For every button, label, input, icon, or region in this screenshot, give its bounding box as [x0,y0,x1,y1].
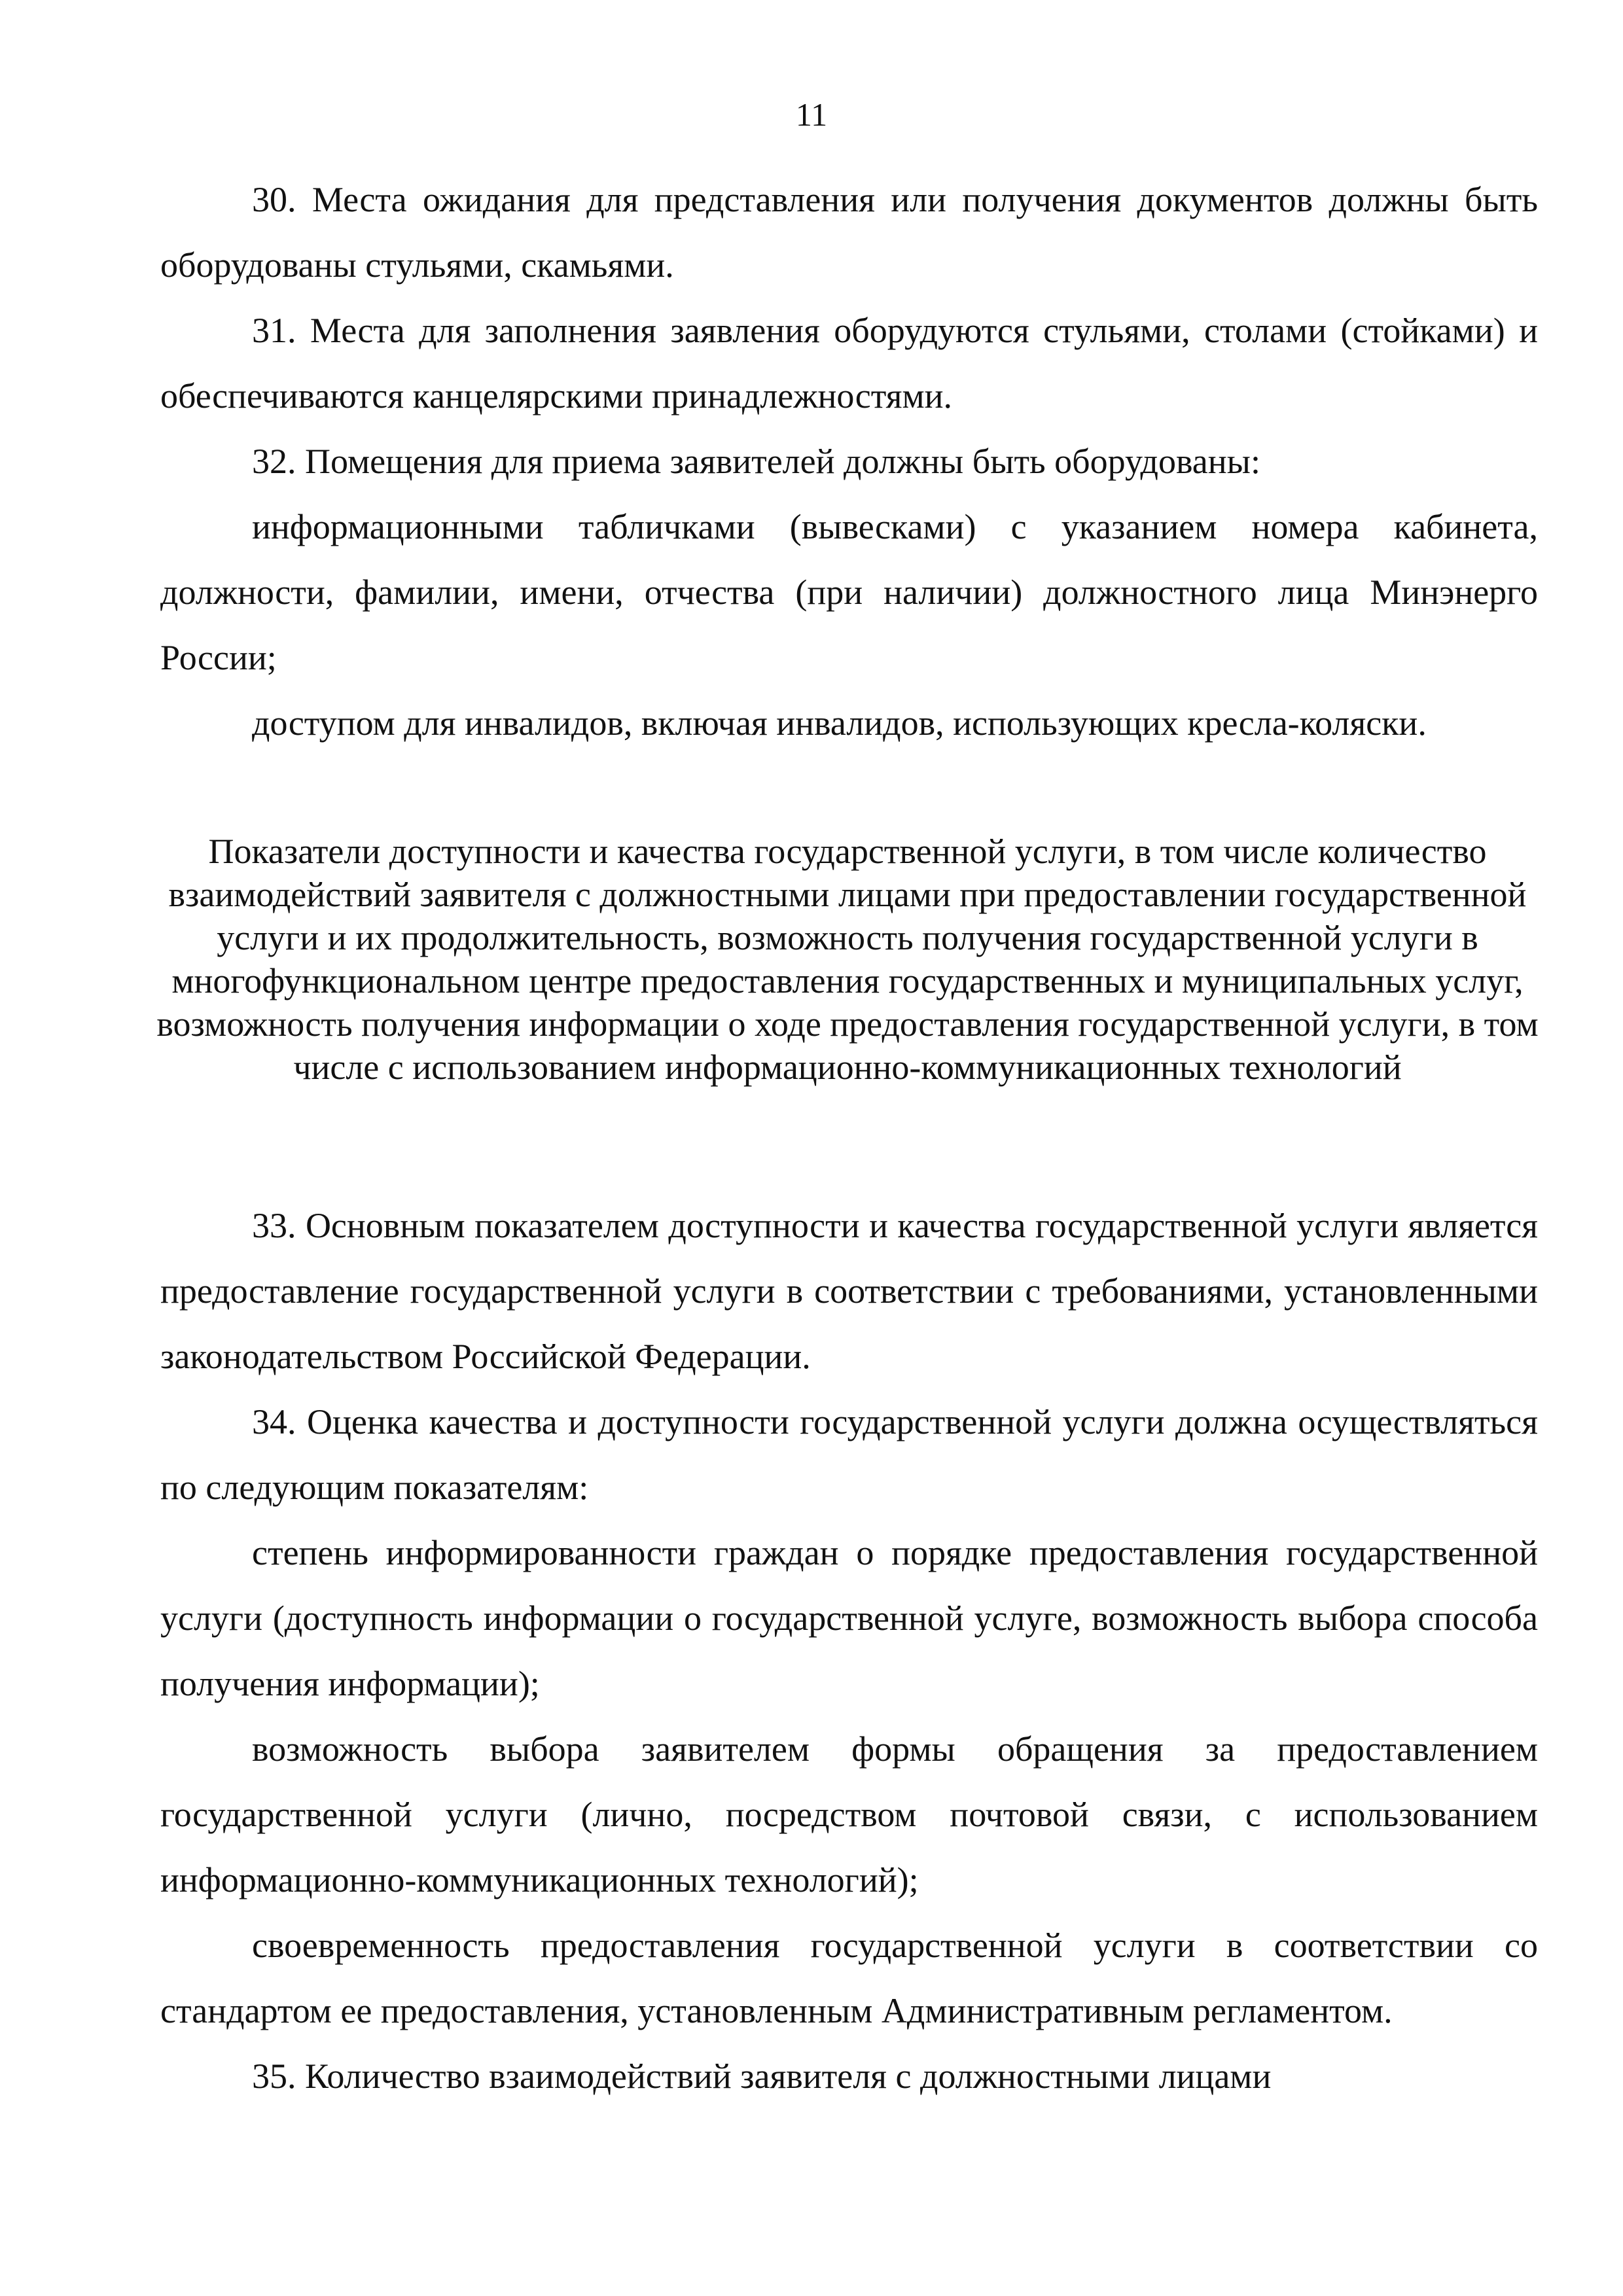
paragraph-block-bottom [160,1193,1538,2109]
paragraph-34-item-choice: возможность выбора заявителем формы обращения за предоставлением государственной услуги (лично, посредством почтовой связи, с использованием информационно-коммуникационных технологий); [160,1729,1538,1899]
paragraph-32: 32. Помещения для приема заявителей должны быть оборудованы: [252,442,1260,481]
paragraph-block-top [160,167,1538,756]
paragraph-30: 30. Места ожидания для представления или получения документов должны быть оборудованы стульями, скамьями. [160,180,1538,285]
section-heading: Показатели доступности и качества государственной услуги, в том числе количество взаимодействий заявителя с должностными лицами при предоставлении государственной услуги и их продолжительность, возможность получения государственной услуги в многофункциональном центре предоставления государственных и муниципальных услуг, возможность получения информации о ходе предоставления государственной услуги, в том числе с использованием информационно-коммуникационных технологий [156,832,1539,1087]
paragraph-31: 31. Места для заполнения заявления оборудуются стульями, столами (стойками) и обеспечиваются канцелярскими принадлежностями. [160,311,1538,415]
paragraph-33: 33. Основным показателем доступности и качества государственной услуги является предоставление государственной услуги в соответствии с требованиями, установленными законодательством Российской Федерации. [160,1206,1538,1376]
paragraph-32-item-signs: информационными табличками (вывесками) с указанием номера кабинета, должности, фамилии, имени, отчества (при наличии) должностного лица Минэнерго России; [160,507,1538,677]
page-number: 11 [795,96,828,133]
paragraph-34-item-timeliness: своевременность предоставления государственной услуги в соответствии со стандартом ее предоставления, установленным Административным регламентом. [160,1926,1538,2030]
paragraph-35: 35. Количество взаимодействий заявителя с должностными лицами [252,2057,1272,2096]
paragraph-34-item-awareness: степень информированности граждан о порядке предоставления государственной услуги (доступность информации о государственной услуге, возможность выбора способа получения информации); [160,1533,1538,1703]
paragraph-34: 34. Оценка качества и доступности государственной услуги должна осуществляться по следующим показателям: [160,1402,1538,1507]
paragraph-32-item-access: доступом для инвалидов, включая инвалидов, использующих кресла-коляски. [252,703,1427,743]
